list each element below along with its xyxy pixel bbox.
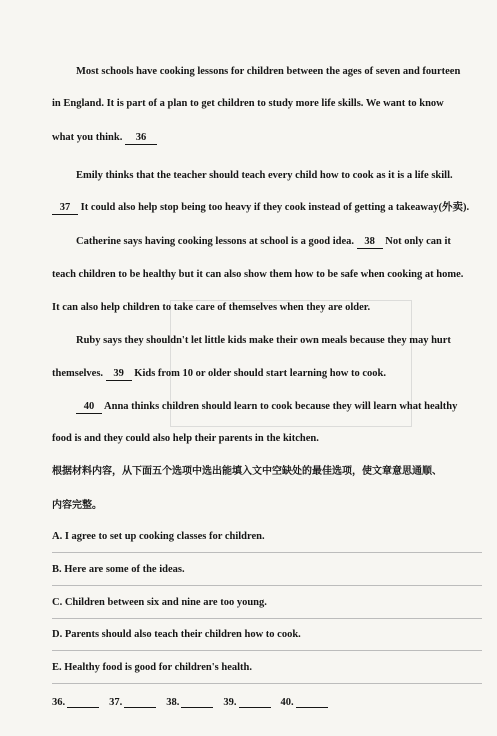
paragraph-5-line-2: food is and they could also help their parents in the kitchen.: [52, 433, 319, 444]
divider: [52, 683, 482, 684]
option-e: E. Healthy food is good for children's health.: [52, 662, 253, 673]
paragraph-text: Kids from 10 or older should start learning how to cook.: [134, 368, 387, 379]
blank-36[interactable]: 36: [125, 131, 157, 145]
answer-slot-40[interactable]: [281, 697, 328, 708]
paragraph-1-line-3: [52, 131, 472, 145]
divider: [52, 618, 482, 619]
paragraph-2-line-2: [52, 201, 472, 215]
paragraph-2-line-1: Emily thinks that the teacher should teach every child how to cook as it is a life skill.: [76, 170, 453, 181]
blank-38[interactable]: 38: [357, 235, 383, 249]
answer-label: 39.: [223, 697, 237, 708]
answer-slot-38[interactable]: [166, 697, 213, 708]
blank-37[interactable]: 37: [52, 201, 78, 215]
paragraph-text: Not only can it: [385, 236, 451, 247]
paragraph-text: Catherine says having cooking lessons at school is a good idea.: [76, 236, 354, 247]
blank-40[interactable]: 40: [76, 400, 102, 414]
option-a: A. I agree to set up cooking classes for children.: [52, 531, 265, 542]
divider: [52, 585, 482, 586]
answer-label: 40.: [280, 697, 294, 708]
answer-label: 36.: [52, 697, 66, 708]
instruction-line-2: 内容完整。: [52, 500, 102, 511]
answer-label: 37.: [109, 697, 123, 708]
answer-label: 38.: [166, 697, 180, 708]
answer-row: [52, 697, 328, 708]
paragraph-4-line-1: Ruby says they shouldn't let little kids make their own meals because they may hurt: [76, 335, 451, 346]
option-d: D. Parents should also teach their children how to cook.: [52, 629, 301, 640]
divider: [52, 650, 482, 651]
paragraph-text: what you think.: [52, 132, 123, 143]
answer-line[interactable]: [296, 697, 328, 708]
paragraph-text: Anna thinks children should learn to cook because they will learn what healthy: [104, 401, 458, 412]
blank-39[interactable]: 39: [106, 367, 132, 381]
paragraph-3-line-3: It can also help children to take care of themselves when they are older.: [52, 302, 371, 313]
instruction-line-1: 根据材料内容，从下面五个选项中选出能填入文中空缺处的最佳选项，使文章意思通顺、: [52, 466, 442, 477]
paragraph-1-line-2: in England. It is part of a plan to get children to study more life skills. We want to know: [52, 98, 444, 109]
answer-slot-36[interactable]: [52, 697, 99, 708]
answer-line[interactable]: [239, 697, 271, 708]
option-c: C. Children between six and nine are too young.: [52, 597, 267, 608]
paragraph-3-line-2: teach children to be healthy but it can also show them how to be safe when cooking at home.: [52, 269, 464, 280]
divider: [52, 552, 482, 553]
paragraph-5-line-1: [76, 400, 496, 414]
answer-slot-39[interactable]: [223, 697, 270, 708]
answer-line[interactable]: [67, 697, 99, 708]
paragraph-text: themselves.: [52, 368, 104, 379]
answer-line[interactable]: [124, 697, 156, 708]
paragraph-4-line-2: [52, 367, 472, 381]
answer-line[interactable]: [181, 697, 213, 708]
paragraph-3-line-1: [76, 235, 496, 249]
answer-slot-37[interactable]: [109, 697, 156, 708]
paragraph-text: It could also help stop being too heavy if they cook instead of getting a takeaway(外卖).: [80, 202, 470, 213]
paragraph-1-line-1: Most schools have cooking lessons for children between the ages of seven and fourteen: [76, 66, 461, 77]
option-b: B. Here are some of the ideas.: [52, 564, 185, 575]
